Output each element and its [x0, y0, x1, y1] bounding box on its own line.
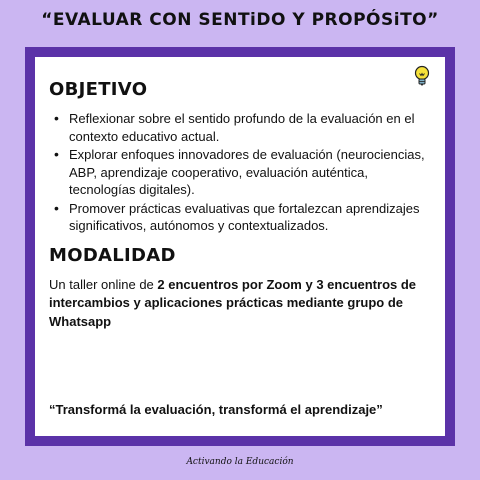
objectives-list	[49, 110, 431, 235]
footer-credit: Activando la Educación	[186, 457, 294, 467]
content-card	[35, 57, 445, 436]
page-title: “EVALUAR CON SENTiDO Y PROPÓSiTO”	[41, 10, 439, 30]
objective-heading: OBJETIVO	[49, 79, 148, 100]
lightbulb-icon	[413, 64, 431, 90]
modality-heading: MODALIDAD	[49, 244, 176, 266]
list-item: • Reflexionar sobre el sentido profundo de la evaluación en el contexto educativo actual.	[49, 110, 431, 145]
tagline-quote: “Transformá la evaluación, transformá el aprendizaje”	[49, 402, 383, 417]
modality-text-prefix: Un taller online de	[49, 276, 158, 292]
list-item: • Promover prácticas evaluativas que fortalezcan aprendizajes significativos, autónomos y contextualizados.	[49, 200, 431, 235]
modality-text	[49, 276, 431, 332]
modality-text-bold: 2 encuentros por Zoom y 3 encuentros de intercambios y aplicaciones prácticas mediante grupo de Whatsapp	[49, 276, 417, 329]
list-item: • Explorar enfoques innovadores de evaluación (neurociencias, ABP, aprendizaje cooperativo, evaluación auténtica, tecnologías digitales).	[49, 146, 431, 199]
